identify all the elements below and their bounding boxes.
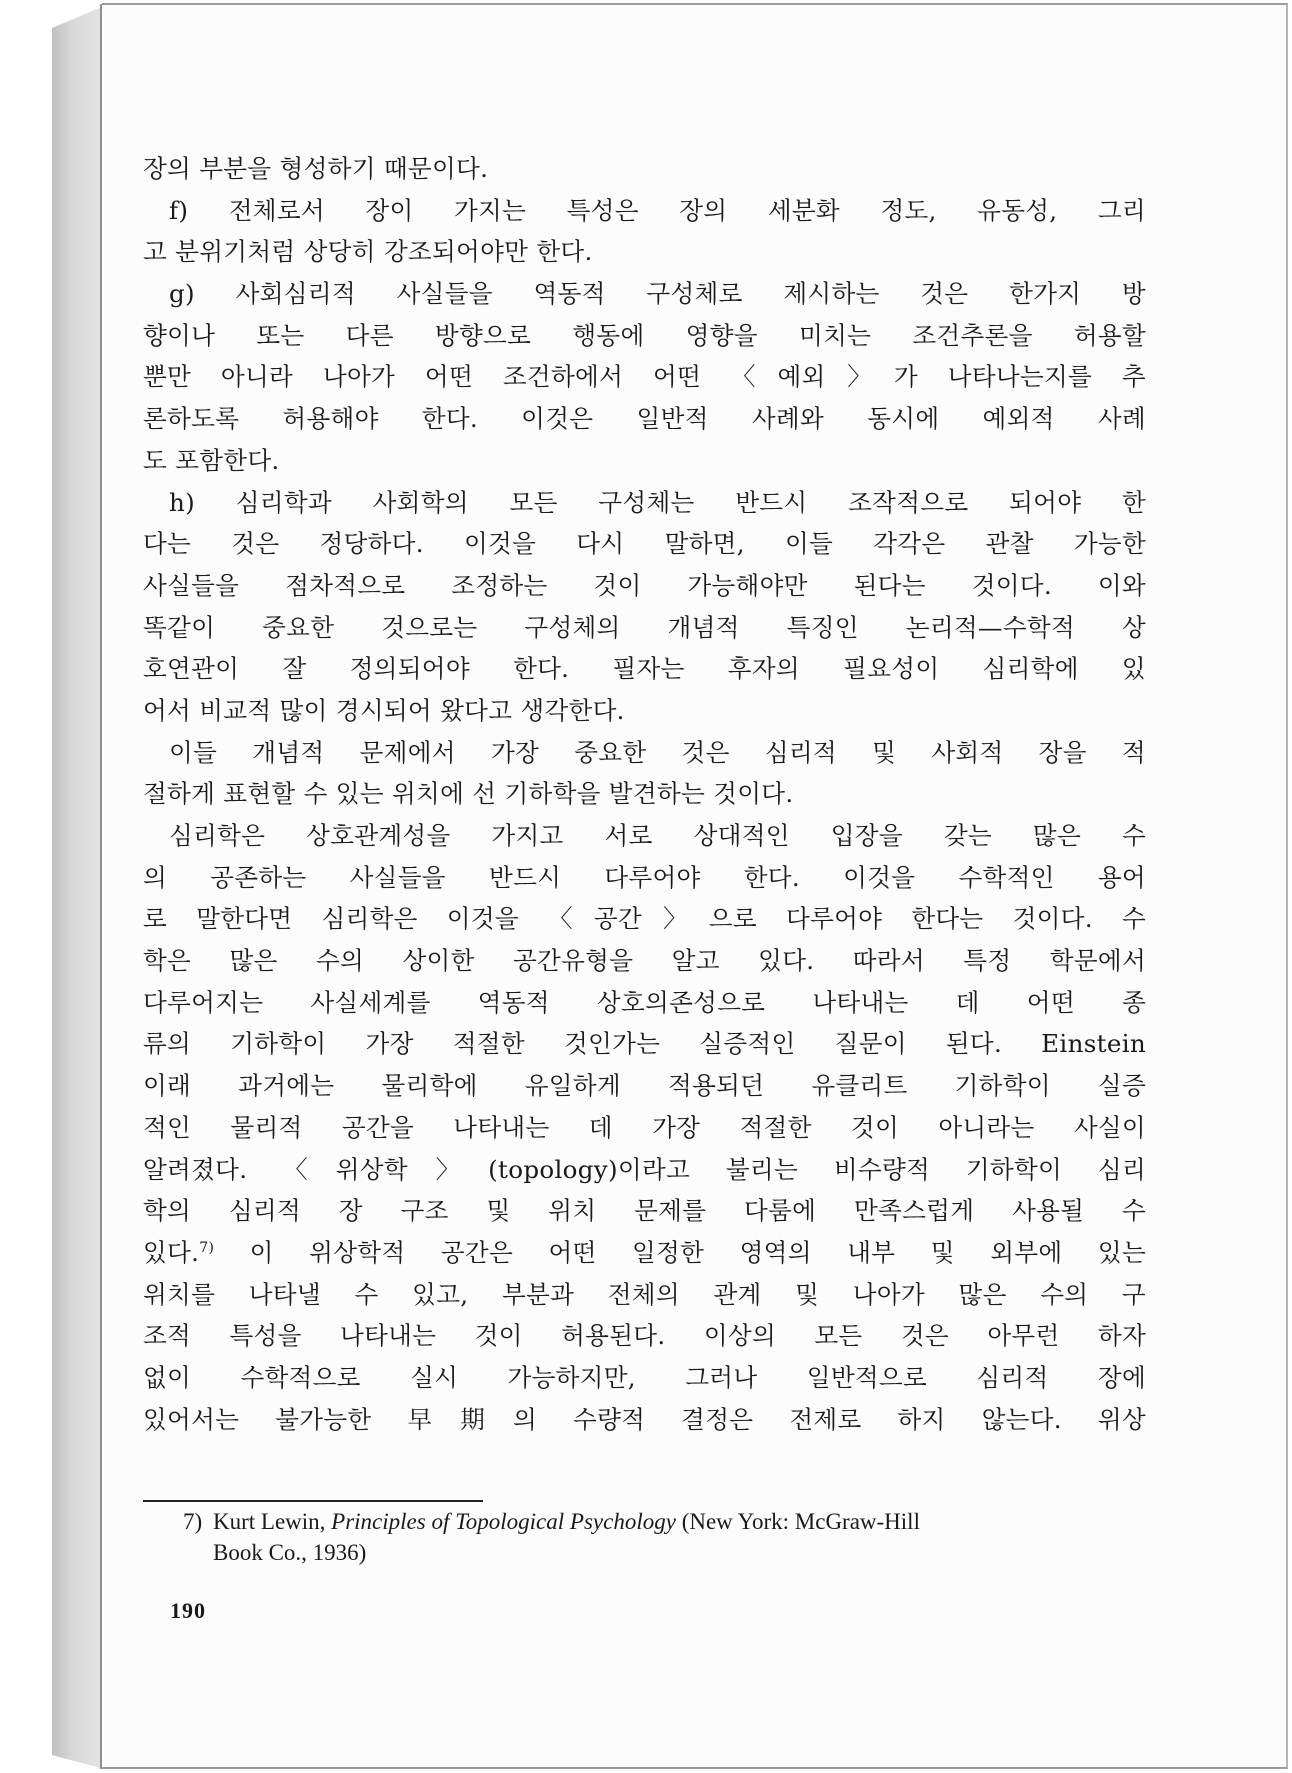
text-line: 도 포함한다. [143, 445, 280, 475]
footnote-title: Principles of Topological Psychology [331, 1509, 676, 1534]
text-line: h) 심리학과 사회학의 모든 구성체는 반드시 조작적으로 되어야 한 [169, 487, 1146, 517]
text-line: 절하게 표현할 수 있는 위치에 선 기하학을 발견하는 것이다. [143, 779, 794, 809]
text-line: 심리학은 상호관계성을 가지고 서로 상대적인 입장을 갖는 많은 수 [169, 821, 1146, 850]
text-line: 사실들을 점차적으로 조정하는 것이 가능해야만 된다는 것이다. 이와 [143, 570, 1146, 600]
text-line: 다루어지는 사실세계를 역동적 상호의존성으로 나타내는 데 어떤 종 [143, 987, 1146, 1017]
page-number: 190 [170, 1598, 206, 1623]
text-line: 어서 비교적 많이 경시되어 왔다고 생각한다. [143, 695, 625, 725]
text-line: 다는 것은 정당하다. 이것을 다시 말하면, 이들 각각은 관찰 가능한 [143, 529, 1146, 559]
text-line: 학은 많은 수의 상이한 공간유형을 알고 있다. 따라서 특정 학문에서 [143, 946, 1146, 976]
text-line: 이래 과거에는 물리학에 유일하게 적용되던 유클리트 기하학이 실증 [143, 1071, 1146, 1101]
footnote-author: Kurt Lewin, [213, 1509, 332, 1534]
text-line: 고 분위기처럼 상당히 강조되어야만 한다. [143, 237, 593, 267]
text-line: 장의 부분을 형성하기 때문이다. [143, 154, 489, 183]
footnote-separator [143, 1500, 483, 1502]
text-line: 류의 기하학이 가장 적절한 것인가는 실증적인 질문이 된다. Einstein [143, 1029, 1146, 1059]
text-line: 위치를 나타낼 수 있고, 부분과 전체의 관계 및 나아가 많은 수의 구 [143, 1279, 1146, 1309]
text-line: 적인 물리적 공간을 나타내는 데 가장 적절한 것이 아니라는 사실이 [143, 1112, 1146, 1142]
text-line: 뿐만 아니라 나아가 어떤 조건하에서 어떤 〈예외〉가 나타나는지를 추 [143, 362, 1146, 392]
text-segment: 이 위상학적 공간은 어떤 일정한 영역의 내부 및 외부에 있는 [214, 1237, 1146, 1267]
text-line: 로 말한다면 심리학은 이것을 〈공간〉으로 다루어야 한다는 것이다. 수 [143, 904, 1146, 934]
body-text [143, 148, 1146, 1440]
text-segment: 있다. [143, 1237, 200, 1267]
text-line: 없이 수학적으로 실시 가능하지만, 그러나 일반적으로 심리적 장에 [143, 1362, 1146, 1392]
footnote-number: 7) [183, 1509, 203, 1534]
footnote-publisher: (New York: McGraw-Hill [675, 1509, 920, 1534]
text-line: 있어서는 불가능한 早期의 수량적 결정은 전제로 하지 않는다. 위상 [143, 1404, 1146, 1434]
text-line: 조적 특성을 나타내는 것이 허용된다. 이상의 모든 것은 아무런 하자 [143, 1321, 1146, 1351]
text-line-with-footnote-ref [143, 1232, 1146, 1274]
footnote-line [183, 1506, 1146, 1537]
text-line: 의 공존하는 사실들을 반드시 다루어야 한다. 이것을 수학적인 용어 [143, 862, 1146, 892]
text-line: 론하도록 허용해야 한다. 이것은 일반적 사례와 동시에 예외적 사례 [143, 404, 1146, 434]
text-line: g) 사회심리적 사실들을 역동적 구성체로 제시하는 것은 한가지 방 [169, 279, 1146, 309]
book-spine-side [52, 6, 104, 1769]
text-line: f) 전체로서 장이 가지는 특성은 장의 세분화 정도, 유동성, 그리 [169, 195, 1146, 225]
footnote-reference[interactable]: 7) [199, 1239, 215, 1256]
footnote [183, 1506, 1146, 1568]
text-line: 이들 개념적 문제에서 가장 중요한 것은 심리적 및 사회적 장을 적 [169, 737, 1146, 767]
text-line: 호연관이 잘 정의되어야 한다. 필자는 후자의 필요성이 심리학에 있 [143, 654, 1146, 684]
footnote-line: Book Co., 1936) [213, 1540, 367, 1565]
text-line: 학의 심리적 장 구조 및 위치 문제를 다룸에 만족스럽게 사용될 수 [143, 1196, 1146, 1226]
text-line: 똑같이 중요한 것으로는 구성체의 개념적 특징인 논리적—수학적 상 [143, 612, 1146, 642]
text-line: 향이나 또는 다른 방향으로 행동에 영향을 미치는 조건추론을 허용할 [143, 320, 1146, 350]
text-line: 알려졌다. 〈위상학〉(topology)이라고 불리는 비수량적 기하학이 심리 [143, 1154, 1146, 1184]
